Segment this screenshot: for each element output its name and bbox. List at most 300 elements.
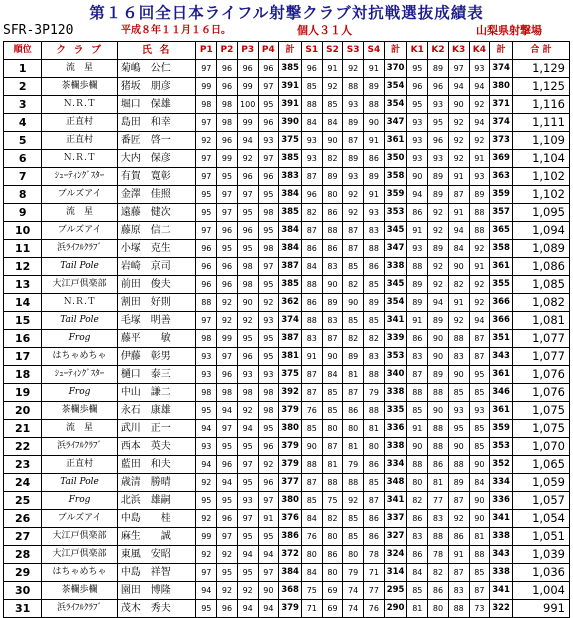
standing-score-cell: 78 bbox=[364, 546, 385, 564]
prone-score-cell: 92 bbox=[237, 402, 258, 420]
standing-subtotal-cell: 345 bbox=[384, 222, 407, 240]
total-cell: 1,102 bbox=[512, 168, 569, 186]
standing-score-cell: 96 bbox=[301, 186, 322, 204]
prone-score-cell: 97 bbox=[196, 564, 217, 582]
kneeling-score-cell: 91 bbox=[407, 420, 428, 438]
total-cell: 1,077 bbox=[512, 348, 569, 366]
kneeling-score-cell: 91 bbox=[448, 546, 469, 564]
kneeling-subtotal-cell: 322 bbox=[490, 600, 513, 618]
kneeling-score-cell: 83 bbox=[407, 528, 428, 546]
kneeling-score-cell: 94 bbox=[448, 78, 469, 96]
kneeling-score-cell: 89 bbox=[407, 276, 428, 294]
prone-score-cell: 94 bbox=[237, 132, 258, 150]
standing-score-cell: 92 bbox=[343, 492, 364, 510]
name-cell: 武川 正一 bbox=[117, 420, 196, 438]
prone-score-cell: 95 bbox=[217, 168, 238, 186]
kneeling-score-cell: 92 bbox=[448, 510, 469, 528]
prone-score-cell: 97 bbox=[258, 78, 279, 96]
rank-cell: 19 bbox=[4, 384, 42, 402]
club-cell: 正直村 bbox=[42, 132, 118, 150]
prone-score-cell: 97 bbox=[217, 528, 238, 546]
standing-subtotal-cell: 348 bbox=[384, 474, 407, 492]
prone-subtotal-cell: 386 bbox=[279, 528, 302, 546]
kneeling-score-cell: 94 bbox=[469, 114, 490, 132]
kneeling-score-cell: 94 bbox=[469, 78, 490, 96]
kneeling-score-cell: 91 bbox=[448, 204, 469, 222]
standing-score-cell: 89 bbox=[343, 150, 364, 168]
total-cell: 1,111 bbox=[512, 114, 569, 132]
rank-cell: 17 bbox=[4, 348, 42, 366]
standing-score-cell: 83 bbox=[364, 348, 385, 366]
kneeling-score-cell: 88 bbox=[407, 456, 428, 474]
kneeling-score-cell: 90 bbox=[428, 330, 449, 348]
kneeling-score-cell: 90 bbox=[428, 348, 449, 366]
kneeling-score-cell: 92 bbox=[428, 222, 449, 240]
table-row bbox=[4, 114, 570, 132]
prone-subtotal-cell: 384 bbox=[279, 240, 302, 258]
rank-cell: 31 bbox=[4, 600, 42, 618]
club-cell: 流 星 bbox=[42, 204, 118, 222]
kneeling-score-cell: 93 bbox=[469, 402, 490, 420]
standing-score-cell: 76 bbox=[301, 528, 322, 546]
kneeling-subtotal-cell: 371 bbox=[490, 96, 513, 114]
header-k3: K3 bbox=[448, 42, 469, 60]
kneeling-score-cell: 87 bbox=[469, 330, 490, 348]
prone-score-cell: 96 bbox=[196, 240, 217, 258]
header-kneeling-subtotal: 計 bbox=[490, 42, 513, 60]
prone-subtotal-cell: 374 bbox=[279, 312, 302, 330]
kneeling-subtotal-cell: 374 bbox=[490, 60, 513, 78]
prone-score-cell: 96 bbox=[217, 78, 238, 96]
table-row bbox=[4, 546, 570, 564]
kneeling-subtotal-cell: 366 bbox=[490, 294, 513, 312]
kneeling-score-cell: 83 bbox=[407, 348, 428, 366]
kneeling-score-cell: 88 bbox=[407, 258, 428, 276]
club-cell: 茶欄歩欄 bbox=[42, 582, 118, 600]
prone-score-cell: 97 bbox=[217, 348, 238, 366]
standing-score-cell: 80 bbox=[322, 528, 343, 546]
kneeling-score-cell: 94 bbox=[428, 294, 449, 312]
prone-score-cell: 92 bbox=[217, 582, 238, 600]
name-cell: 島田 和幸 bbox=[117, 114, 196, 132]
table-row bbox=[4, 384, 570, 402]
prone-score-cell: 92 bbox=[196, 510, 217, 528]
prone-score-cell: 94 bbox=[217, 402, 238, 420]
prone-score-cell: 98 bbox=[237, 276, 258, 294]
standing-score-cell: 91 bbox=[364, 60, 385, 78]
prone-score-cell: 98 bbox=[196, 330, 217, 348]
prone-score-cell: 98 bbox=[196, 384, 217, 402]
standing-score-cell: 89 bbox=[343, 348, 364, 366]
standing-score-cell: 88 bbox=[322, 474, 343, 492]
name-cell: 伊藤 彰男 bbox=[117, 348, 196, 366]
prone-score-cell: 97 bbox=[196, 60, 217, 78]
kneeling-score-cell: 88 bbox=[469, 222, 490, 240]
standing-score-cell: 77 bbox=[364, 582, 385, 600]
standing-score-cell: 79 bbox=[343, 456, 364, 474]
total-cell: 1,057 bbox=[512, 492, 569, 510]
prone-subtotal-cell: 390 bbox=[279, 114, 302, 132]
club-cell: Ｎ.Ｒ.Ｔ bbox=[42, 150, 118, 168]
standing-subtotal-cell: 347 bbox=[384, 240, 407, 258]
kneeling-score-cell: 93 bbox=[407, 114, 428, 132]
standing-score-cell: 89 bbox=[322, 294, 343, 312]
standing-score-cell: 80 bbox=[343, 546, 364, 564]
table-row bbox=[4, 402, 570, 420]
total-cell: 1,085 bbox=[512, 276, 569, 294]
club-cell: 流 星 bbox=[42, 60, 118, 78]
total-cell: 1,075 bbox=[512, 420, 569, 438]
prone-score-cell: 92 bbox=[196, 546, 217, 564]
header-p3: P3 bbox=[237, 42, 258, 60]
standing-subtotal-cell: 314 bbox=[384, 564, 407, 582]
standing-score-cell: 81 bbox=[343, 366, 364, 384]
kneeling-score-cell: 90 bbox=[448, 96, 469, 114]
standing-score-cell: 85 bbox=[322, 384, 343, 402]
club-cell: 茶欄歩欄 bbox=[42, 402, 118, 420]
prone-subtotal-cell: 372 bbox=[279, 546, 302, 564]
standing-score-cell: 88 bbox=[364, 366, 385, 384]
kneeling-score-cell: 92 bbox=[448, 114, 469, 132]
standing-score-cell: 86 bbox=[322, 240, 343, 258]
prone-subtotal-cell: 384 bbox=[279, 186, 302, 204]
name-cell: 前田 俊夫 bbox=[117, 276, 196, 294]
kneeling-score-cell: 92 bbox=[448, 312, 469, 330]
standing-score-cell: 85 bbox=[343, 528, 364, 546]
kneeling-score-cell: 89 bbox=[469, 186, 490, 204]
name-cell: 藤原 信二 bbox=[117, 222, 196, 240]
standing-score-cell: 90 bbox=[322, 348, 343, 366]
standing-score-cell: 82 bbox=[322, 510, 343, 528]
prone-score-cell: 93 bbox=[258, 132, 279, 150]
kneeling-subtotal-cell: 341 bbox=[490, 510, 513, 528]
prone-subtotal-cell: 368 bbox=[279, 582, 302, 600]
prone-subtotal-cell: 380 bbox=[279, 420, 302, 438]
prone-score-cell: 94 bbox=[196, 420, 217, 438]
kneeling-score-cell: 87 bbox=[448, 564, 469, 582]
rank-cell: 11 bbox=[4, 240, 42, 258]
kneeling-score-cell: 91 bbox=[448, 168, 469, 186]
prone-score-cell: 91 bbox=[258, 510, 279, 528]
name-cell: 麻生 誠 bbox=[117, 528, 196, 546]
prone-score-cell: 96 bbox=[258, 168, 279, 186]
standing-score-cell: 83 bbox=[322, 312, 343, 330]
prone-score-cell: 97 bbox=[217, 204, 238, 222]
prone-score-cell: 93 bbox=[196, 438, 217, 456]
prone-score-cell: 95 bbox=[258, 276, 279, 294]
club-cell: Frog bbox=[42, 384, 118, 402]
standing-score-cell: 91 bbox=[301, 348, 322, 366]
rank-cell: 3 bbox=[4, 96, 42, 114]
kneeling-score-cell: 86 bbox=[428, 582, 449, 600]
standing-score-cell: 83 bbox=[364, 222, 385, 240]
standing-score-cell: 86 bbox=[301, 294, 322, 312]
prone-score-cell: 96 bbox=[217, 510, 238, 528]
table-row bbox=[4, 132, 570, 150]
kneeling-subtotal-cell: 346 bbox=[490, 384, 513, 402]
table-row bbox=[4, 222, 570, 240]
standing-score-cell: 87 bbox=[301, 222, 322, 240]
header-standing-subtotal: 計 bbox=[384, 42, 407, 60]
prone-subtotal-cell: 385 bbox=[279, 276, 302, 294]
kneeling-score-cell: 73 bbox=[469, 600, 490, 618]
kneeling-score-cell: 89 bbox=[448, 474, 469, 492]
kneeling-score-cell: 84 bbox=[469, 474, 490, 492]
prone-score-cell: 95 bbox=[258, 186, 279, 204]
kneeling-subtotal-cell: 355 bbox=[490, 276, 513, 294]
kneeling-subtotal-cell: 380 bbox=[490, 78, 513, 96]
name-cell: 毛塚 明善 bbox=[117, 312, 196, 330]
table-row bbox=[4, 294, 570, 312]
kneeling-score-cell: 90 bbox=[448, 438, 469, 456]
standing-score-cell: 74 bbox=[343, 582, 364, 600]
prone-subtotal-cell: 379 bbox=[279, 456, 302, 474]
prone-score-cell: 93 bbox=[237, 492, 258, 510]
total-cell: 1,070 bbox=[512, 438, 569, 456]
standing-subtotal-cell: 337 bbox=[384, 510, 407, 528]
standing-score-cell: 92 bbox=[343, 204, 364, 222]
table-row bbox=[4, 330, 570, 348]
standing-score-cell: 82 bbox=[322, 150, 343, 168]
kneeling-subtotal-cell: 361 bbox=[490, 366, 513, 384]
name-cell: 藤平 敏 bbox=[117, 330, 196, 348]
kneeling-subtotal-cell: 341 bbox=[490, 582, 513, 600]
standing-score-cell: 82 bbox=[364, 330, 385, 348]
table-row bbox=[4, 204, 570, 222]
standing-score-cell: 88 bbox=[301, 456, 322, 474]
kneeling-score-cell: 86 bbox=[448, 528, 469, 546]
prone-score-cell: 94 bbox=[258, 600, 279, 618]
rank-cell: 22 bbox=[4, 438, 42, 456]
prone-score-cell: 96 bbox=[237, 60, 258, 78]
standing-score-cell: 85 bbox=[301, 492, 322, 510]
rank-cell: 1 bbox=[4, 60, 42, 78]
kneeling-score-cell: 82 bbox=[407, 492, 428, 510]
standing-score-cell: 76 bbox=[301, 402, 322, 420]
standing-score-cell: 82 bbox=[301, 204, 322, 222]
table-row bbox=[4, 420, 570, 438]
standing-subtotal-cell: 353 bbox=[384, 204, 407, 222]
prone-score-cell: 95 bbox=[237, 528, 258, 546]
prone-score-cell: 95 bbox=[258, 96, 279, 114]
prone-score-cell: 90 bbox=[237, 294, 258, 312]
kneeling-score-cell: 96 bbox=[428, 132, 449, 150]
kneeling-score-cell: 93 bbox=[407, 240, 428, 258]
standing-score-cell: 88 bbox=[301, 312, 322, 330]
table-row bbox=[4, 78, 570, 96]
club-cell: 大江戸倶楽部 bbox=[42, 528, 118, 546]
prone-score-cell: 97 bbox=[196, 114, 217, 132]
table-row bbox=[4, 366, 570, 384]
standing-score-cell: 88 bbox=[364, 402, 385, 420]
kneeling-subtotal-cell: 359 bbox=[490, 420, 513, 438]
table-row bbox=[4, 528, 570, 546]
standing-subtotal-cell: 340 bbox=[384, 366, 407, 384]
prone-subtotal-cell: 384 bbox=[279, 222, 302, 240]
kneeling-subtotal-cell: 373 bbox=[490, 132, 513, 150]
standing-score-cell: 93 bbox=[301, 150, 322, 168]
standing-subtotal-cell: 354 bbox=[384, 78, 407, 96]
standing-score-cell: 87 bbox=[343, 240, 364, 258]
standing-score-cell: 74 bbox=[343, 600, 364, 618]
rank-cell: 5 bbox=[4, 132, 42, 150]
kneeling-score-cell: 85 bbox=[469, 564, 490, 582]
kneeling-subtotal-cell: 374 bbox=[490, 114, 513, 132]
kneeling-score-cell: 77 bbox=[428, 492, 449, 510]
prone-score-cell: 96 bbox=[237, 348, 258, 366]
standing-score-cell: 75 bbox=[301, 582, 322, 600]
prone-subtotal-cell: 384 bbox=[279, 564, 302, 582]
table-row bbox=[4, 492, 570, 510]
prone-subtotal-cell: 362 bbox=[279, 294, 302, 312]
prone-subtotal-cell: 387 bbox=[279, 258, 302, 276]
total-cell: 1,095 bbox=[512, 204, 569, 222]
standing-score-cell: 79 bbox=[364, 384, 385, 402]
standing-score-cell: 71 bbox=[301, 600, 322, 618]
prone-score-cell: 98 bbox=[217, 96, 238, 114]
kneeling-score-cell: 87 bbox=[448, 186, 469, 204]
table-row bbox=[4, 168, 570, 186]
name-cell: 割田 好則 bbox=[117, 294, 196, 312]
standing-score-cell: 87 bbox=[364, 492, 385, 510]
kneeling-score-cell: 92 bbox=[469, 276, 490, 294]
total-cell: 991 bbox=[512, 600, 569, 618]
table-row bbox=[4, 258, 570, 276]
kneeling-score-cell: 87 bbox=[448, 492, 469, 510]
club-cell: ブルズアイ bbox=[42, 510, 118, 528]
total-cell: 1,076 bbox=[512, 384, 569, 402]
name-cell: 茂木 秀夫 bbox=[117, 600, 196, 618]
club-cell: はちゃめちゃ bbox=[42, 348, 118, 366]
kneeling-subtotal-cell: 359 bbox=[490, 186, 513, 204]
kneeling-score-cell: 96 bbox=[407, 78, 428, 96]
club-cell: 浜ﾗｲﾌﾙｸﾗﾌﾞ bbox=[42, 438, 118, 456]
kneeling-score-cell: 88 bbox=[448, 600, 469, 618]
standing-score-cell: 84 bbox=[301, 564, 322, 582]
name-cell: 東風 安昭 bbox=[117, 546, 196, 564]
standing-score-cell: 84 bbox=[301, 258, 322, 276]
total-cell: 1,086 bbox=[512, 258, 569, 276]
prone-score-cell: 95 bbox=[237, 564, 258, 582]
standing-score-cell: 85 bbox=[364, 474, 385, 492]
standing-score-cell: 92 bbox=[343, 60, 364, 78]
prone-subtotal-cell: 380 bbox=[279, 492, 302, 510]
club-cell: 茶欄歩欄 bbox=[42, 78, 118, 96]
kneeling-score-cell: 92 bbox=[469, 96, 490, 114]
standing-score-cell: 85 bbox=[343, 510, 364, 528]
kneeling-score-cell: 89 bbox=[428, 366, 449, 384]
prone-score-cell: 98 bbox=[258, 384, 279, 402]
prone-score-cell: 92 bbox=[217, 312, 238, 330]
header-k2: K2 bbox=[428, 42, 449, 60]
kneeling-score-cell: 81 bbox=[407, 600, 428, 618]
prone-score-cell: 96 bbox=[217, 600, 238, 618]
prone-score-cell: 96 bbox=[217, 456, 238, 474]
rank-cell: 12 bbox=[4, 258, 42, 276]
rank-cell: 8 bbox=[4, 186, 42, 204]
standing-score-cell: 84 bbox=[301, 510, 322, 528]
standing-score-cell: 87 bbox=[343, 384, 364, 402]
rank-cell: 20 bbox=[4, 402, 42, 420]
standing-score-cell: 87 bbox=[343, 132, 364, 150]
standing-score-cell: 89 bbox=[322, 168, 343, 186]
event-date: 平成８年１１月１６日。 bbox=[121, 25, 231, 36]
rank-cell: 6 bbox=[4, 150, 42, 168]
rank-cell: 28 bbox=[4, 546, 42, 564]
standing-subtotal-cell: 347 bbox=[384, 114, 407, 132]
prone-score-cell: 98 bbox=[196, 96, 217, 114]
kneeling-score-cell: 83 bbox=[428, 510, 449, 528]
standing-score-cell: 75 bbox=[322, 492, 343, 510]
kneeling-subtotal-cell: 361 bbox=[490, 258, 513, 276]
kneeling-subtotal-cell: 357 bbox=[490, 204, 513, 222]
standing-subtotal-cell: 358 bbox=[384, 168, 407, 186]
kneeling-score-cell: 92 bbox=[428, 276, 449, 294]
standing-score-cell: 86 bbox=[364, 150, 385, 168]
kneeling-score-cell: 89 bbox=[407, 294, 428, 312]
prone-score-cell: 92 bbox=[237, 312, 258, 330]
kneeling-score-cell: 94 bbox=[448, 222, 469, 240]
rank-cell: 4 bbox=[4, 114, 42, 132]
club-cell: Frog bbox=[42, 492, 118, 510]
prone-subtotal-cell: 385 bbox=[279, 60, 302, 78]
club-cell: 浜ﾗｲﾌﾙｸﾗﾌﾞ bbox=[42, 600, 118, 618]
kneeling-score-cell: 96 bbox=[428, 78, 449, 96]
prone-score-cell: 95 bbox=[217, 564, 238, 582]
name-cell: 園田 博隆 bbox=[117, 582, 196, 600]
prone-score-cell: 96 bbox=[258, 438, 279, 456]
standing-score-cell: 71 bbox=[364, 564, 385, 582]
club-cell: ｼｭｰﾃｨﾝｸﾞｽﾀｰ bbox=[42, 168, 118, 186]
kneeling-score-cell: 90 bbox=[469, 492, 490, 510]
standing-score-cell: 81 bbox=[364, 420, 385, 438]
kneeling-score-cell: 84 bbox=[448, 240, 469, 258]
kneeling-score-cell: 92 bbox=[469, 294, 490, 312]
standing-score-cell: 85 bbox=[364, 312, 385, 330]
results-table bbox=[3, 41, 570, 618]
header-total: 合 計 bbox=[512, 42, 569, 60]
kneeling-score-cell: 78 bbox=[428, 546, 449, 564]
prone-score-cell: 98 bbox=[217, 114, 238, 132]
rank-cell: 13 bbox=[4, 276, 42, 294]
standing-score-cell: 85 bbox=[343, 258, 364, 276]
prone-score-cell: 97 bbox=[258, 492, 279, 510]
standing-score-cell: 86 bbox=[364, 528, 385, 546]
standing-score-cell: 86 bbox=[364, 456, 385, 474]
prone-score-cell: 88 bbox=[196, 294, 217, 312]
name-cell: 岩崎 京司 bbox=[117, 258, 196, 276]
total-cell: 1,051 bbox=[512, 528, 569, 546]
kneeling-score-cell: 87 bbox=[407, 366, 428, 384]
rank-cell: 15 bbox=[4, 312, 42, 330]
rank-cell: 2 bbox=[4, 78, 42, 96]
standing-score-cell: 85 bbox=[343, 312, 364, 330]
prone-score-cell: 94 bbox=[196, 456, 217, 474]
kneeling-score-cell: 86 bbox=[407, 330, 428, 348]
rank-cell: 16 bbox=[4, 330, 42, 348]
kneeling-subtotal-cell: 365 bbox=[490, 222, 513, 240]
table-row bbox=[4, 276, 570, 294]
table-row bbox=[4, 150, 570, 168]
name-cell: 堀口 保雄 bbox=[117, 96, 196, 114]
rank-cell: 30 bbox=[4, 582, 42, 600]
prone-score-cell: 98 bbox=[258, 240, 279, 258]
standing-score-cell: 92 bbox=[322, 78, 343, 96]
standing-score-cell: 88 bbox=[301, 96, 322, 114]
standing-score-cell: 90 bbox=[322, 276, 343, 294]
prone-score-cell: 96 bbox=[217, 258, 238, 276]
prone-score-cell: 99 bbox=[237, 78, 258, 96]
